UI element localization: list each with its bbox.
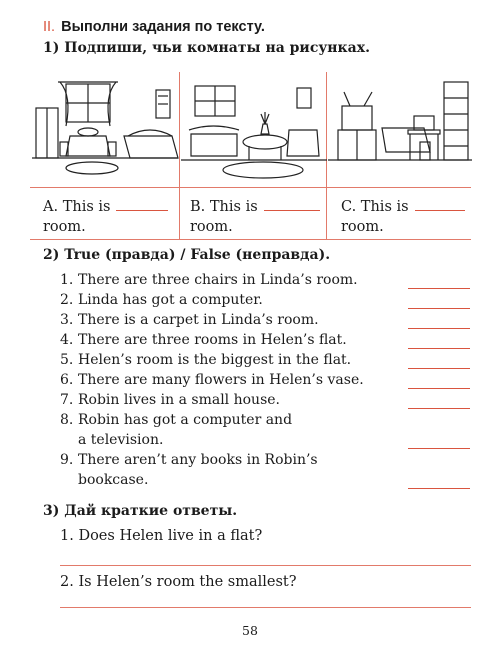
answer-blank[interactable]: [264, 196, 320, 211]
bedroom-illustration-icon: [32, 76, 180, 186]
question-2: [60, 574, 297, 590]
list-item: [60, 410, 390, 450]
task3-title: 3) Дай краткие ответы.: [43, 503, 238, 519]
item-number: 2.: [60, 292, 74, 308]
item-number: 6.: [60, 372, 74, 388]
item-text-line2: a television.: [78, 432, 164, 448]
label-letter: A.: [43, 199, 59, 215]
label-divider: [179, 187, 180, 239]
label-text: This is: [62, 199, 111, 215]
label-text: room.: [190, 219, 233, 235]
label-divider: [326, 187, 327, 239]
answer-line[interactable]: [408, 448, 470, 449]
answer-line[interactable]: [408, 348, 470, 349]
answer-line[interactable]: [408, 388, 470, 389]
list-item: [60, 450, 390, 490]
question-text: Is Helen’s room the smallest?: [78, 574, 297, 590]
answer-line[interactable]: [408, 488, 470, 489]
living-room-illustration-icon: [181, 76, 327, 186]
room-pictures: [30, 72, 471, 198]
item-text: Linda has got a computer.: [78, 292, 263, 308]
list-item: [60, 390, 390, 410]
section-header: [43, 19, 265, 35]
label-b: [190, 196, 320, 237]
section-title: Выполни задания по тексту.: [61, 19, 265, 35]
question-text: Does Helen live in a flat?: [78, 528, 263, 544]
label-text: This is: [209, 199, 258, 215]
answer-line[interactable]: [60, 565, 471, 566]
list-item: [60, 310, 390, 330]
label-text: room.: [341, 219, 384, 235]
page-number: 58: [242, 623, 258, 638]
answer-line[interactable]: [60, 607, 471, 608]
answer-line[interactable]: [408, 328, 470, 329]
label-rule-top: [30, 187, 471, 188]
label-letter: B.: [190, 199, 206, 215]
item-text-line1: Robin has got a computer and: [78, 412, 293, 428]
item-number: 4.: [60, 332, 74, 348]
answer-blank[interactable]: [415, 196, 465, 211]
answer-line[interactable]: [408, 288, 470, 289]
task1-title: 1) Подпиши, чьи комнаты на рисунках.: [43, 40, 370, 56]
label-a: [43, 196, 168, 237]
item-text: [78, 410, 390, 450]
answer-blank[interactable]: [116, 196, 168, 211]
answer-line[interactable]: [408, 308, 470, 309]
item-text: There are many flowers in Helen’s vase.: [78, 372, 364, 388]
label-text: This is: [360, 199, 409, 215]
list-item: [60, 350, 390, 370]
item-text: There is a carpet in Linda’s room.: [78, 312, 319, 328]
item-text: [78, 450, 390, 490]
true-false-list: [60, 270, 390, 490]
item-text: There are three chairs in Linda’s room.: [78, 272, 358, 288]
answer-line[interactable]: [408, 408, 470, 409]
answer-line[interactable]: [408, 368, 470, 369]
question-number: 2.: [60, 574, 74, 590]
label-text: room.: [43, 219, 86, 235]
item-number: 7.: [60, 392, 74, 408]
study-room-illustration-icon: [328, 76, 472, 186]
label-c: [341, 196, 465, 237]
question-1: [60, 528, 262, 544]
list-item: [60, 270, 390, 290]
item-number: 3.: [60, 312, 74, 328]
item-text: Robin lives in a small house.: [78, 392, 280, 408]
item-number: 8.: [60, 412, 74, 428]
item-text: There are three rooms in Helen’s flat.: [78, 332, 347, 348]
label-rule-bottom: [30, 239, 471, 240]
question-number: 1.: [60, 528, 74, 544]
list-item: [60, 370, 390, 390]
list-item: [60, 330, 390, 350]
item-number: 1.: [60, 272, 74, 288]
item-text-line1: There aren’t any books in Robin’s: [78, 452, 318, 468]
item-number: 9.: [60, 452, 74, 468]
section-number: II.: [43, 19, 56, 35]
item-text-line2: bookcase.: [78, 472, 149, 488]
label-letter: C.: [341, 199, 357, 215]
item-number: 5.: [60, 352, 74, 368]
task2-title: 2) True (правда) / False (неправда).: [43, 247, 331, 263]
list-item: [60, 290, 390, 310]
item-text: Helen’s room is the biggest in the flat.: [78, 352, 352, 368]
